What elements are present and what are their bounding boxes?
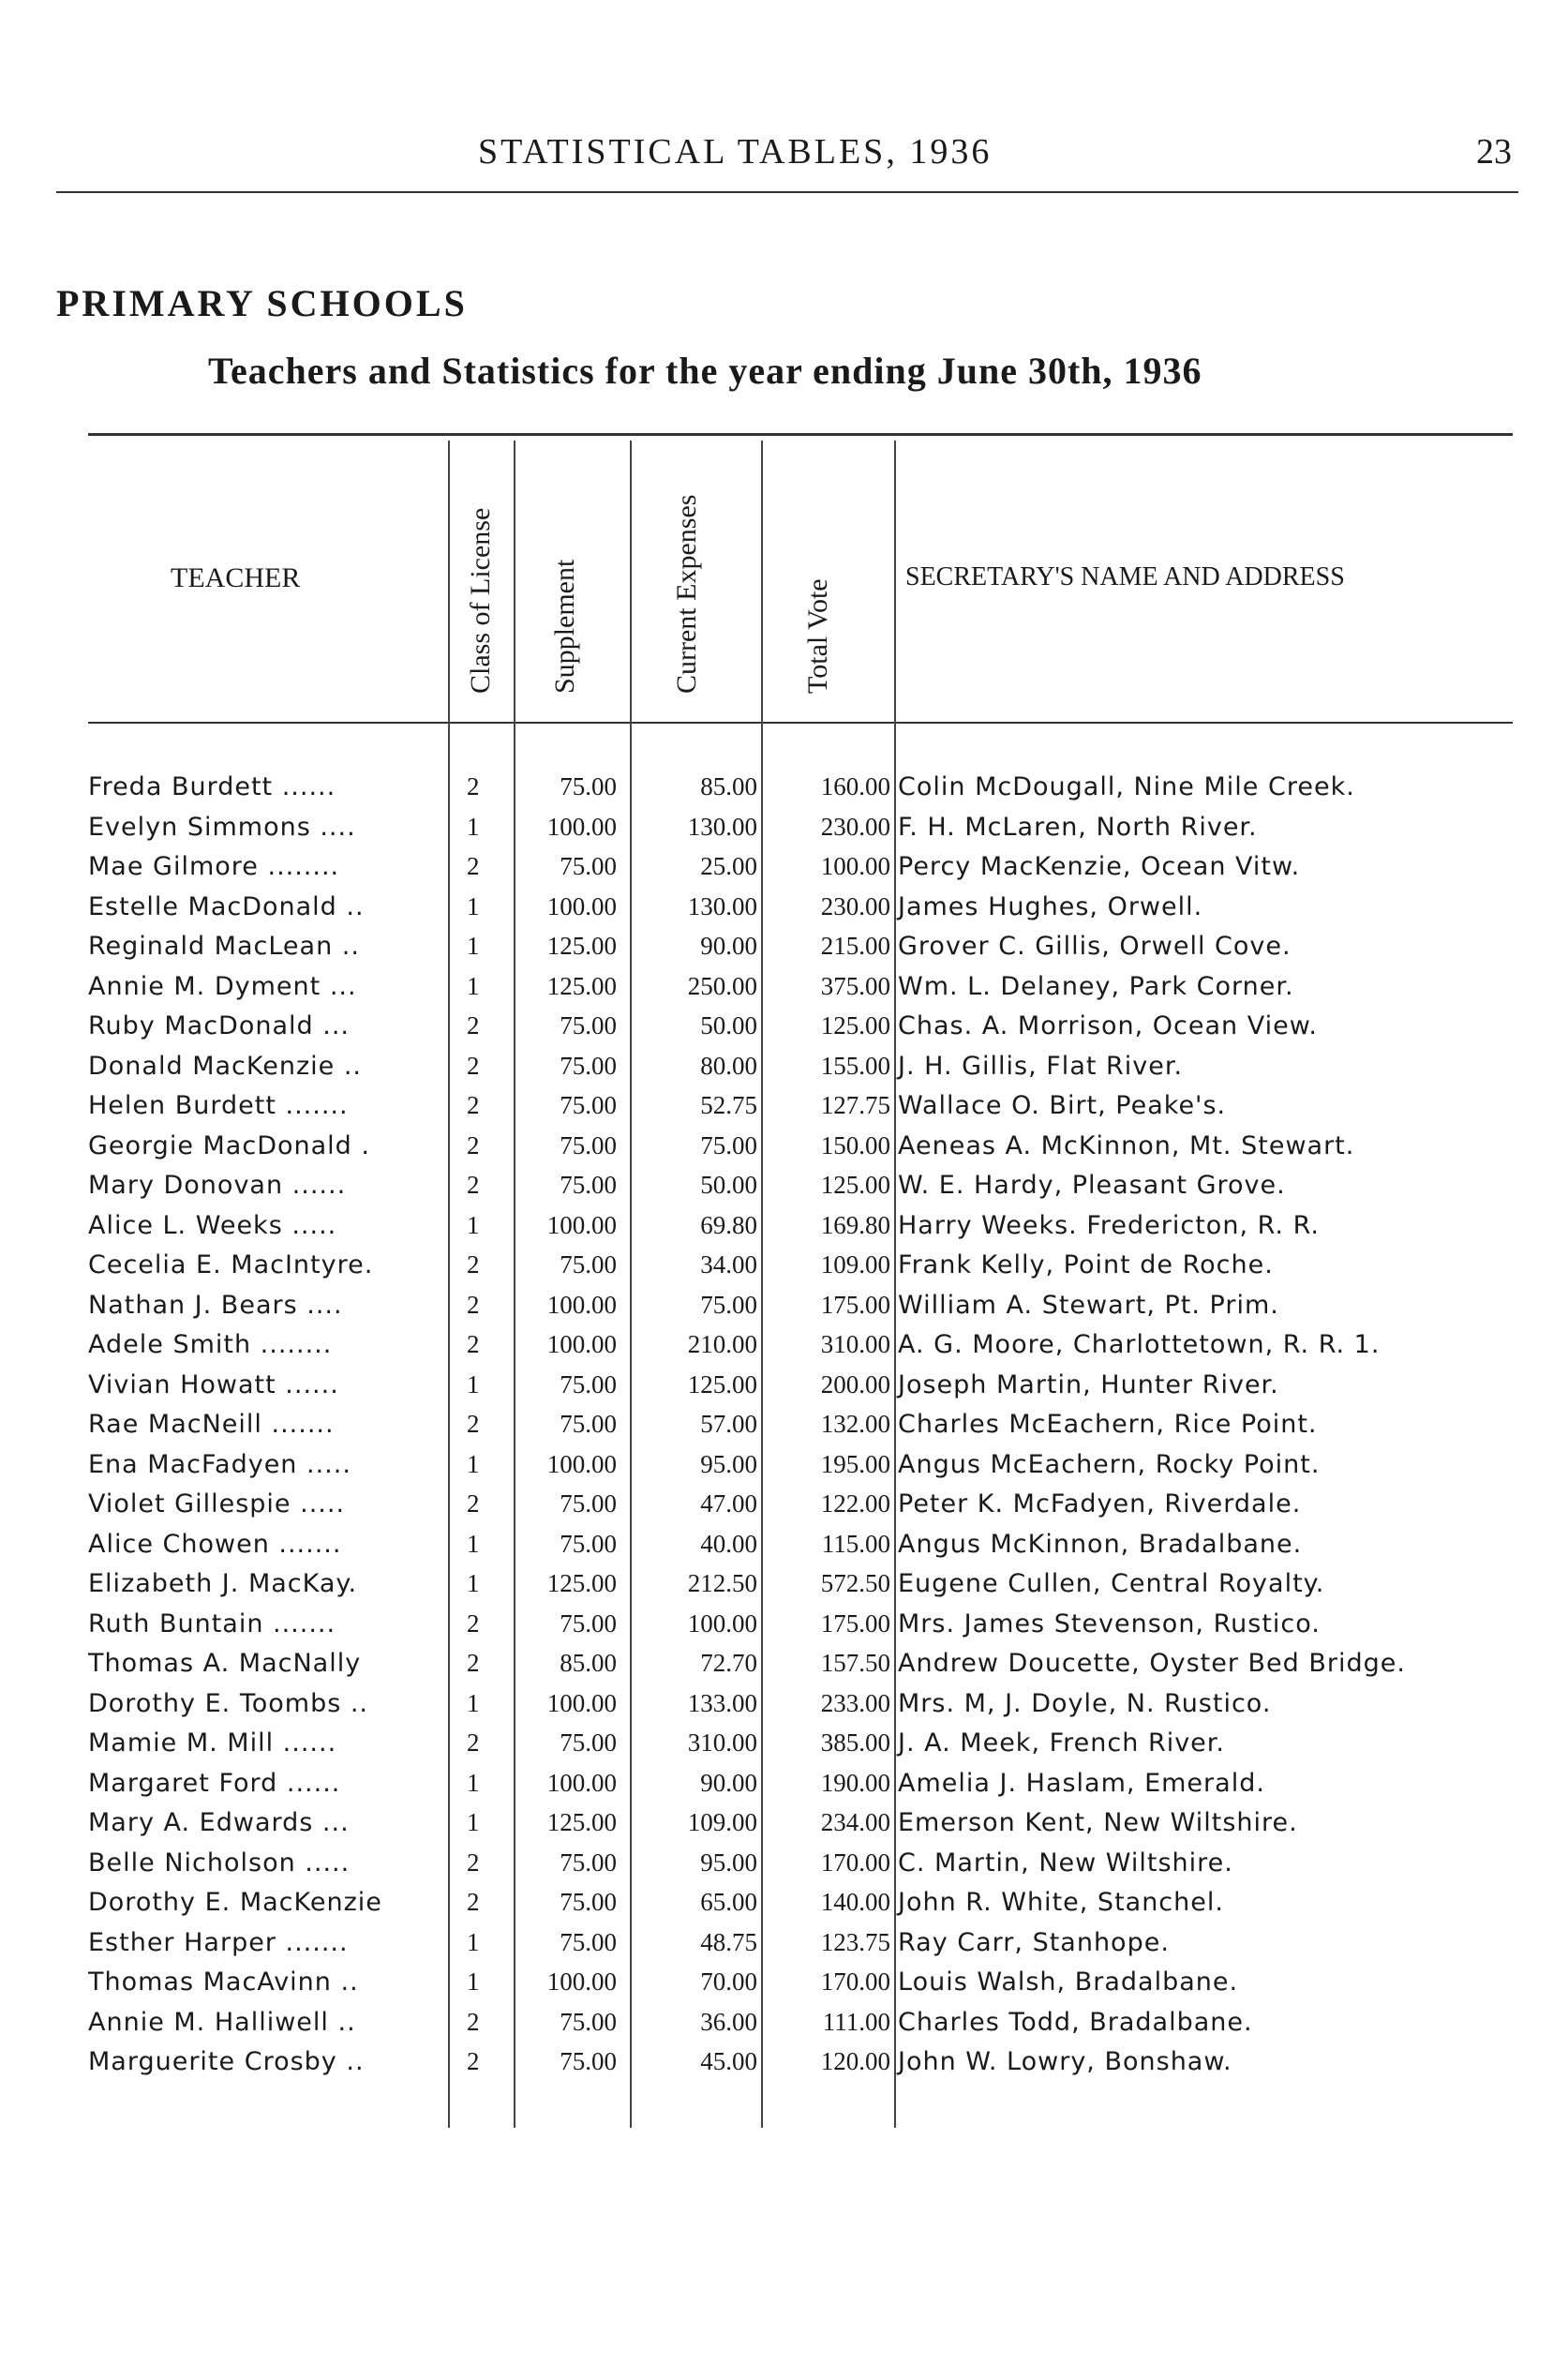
supplement: 75.00 xyxy=(560,1489,617,1518)
teacher-column-header: TEACHER xyxy=(171,562,301,593)
table-row xyxy=(0,1884,1568,1924)
current-expenses: 109.00 xyxy=(687,1808,757,1836)
table-row xyxy=(0,1486,1568,1526)
total-vote: 100.00 xyxy=(820,852,890,880)
supplement: 75.00 xyxy=(560,1130,617,1160)
current-expenses: 250.00 xyxy=(687,971,757,1000)
table-body xyxy=(0,769,1568,2084)
table-row xyxy=(0,1606,1568,1646)
table-row xyxy=(0,1526,1568,1566)
secretary-name-address: Percy MacKenzie, Ocean Vitw. xyxy=(898,852,1301,881)
class-of-license: 1 xyxy=(467,971,480,1000)
current-expenses: 50.00 xyxy=(700,1171,757,1199)
total-vote: 155.00 xyxy=(820,1051,890,1080)
current-expenses: 40.00 xyxy=(700,1529,757,1558)
total-vote: 230.00 xyxy=(820,891,890,920)
supplement: 75.00 xyxy=(560,1529,617,1558)
header-bottom-rule xyxy=(88,722,1513,724)
supplement: 125.00 xyxy=(546,932,617,960)
current-expenses: 34.00 xyxy=(700,1250,757,1279)
current-expenses: 100.00 xyxy=(687,1608,757,1638)
current-expenses: 50.00 xyxy=(700,1011,757,1040)
total-vote: 233.00 xyxy=(820,1688,890,1717)
class-of-license: 1 xyxy=(467,932,480,960)
supplement: 100.00 xyxy=(546,1768,617,1797)
teacher-name: Marguerite Crosby .. xyxy=(88,2047,365,2076)
secretary-name-address: John W. Lowry, Bonshaw. xyxy=(898,2047,1232,2076)
table-row xyxy=(0,968,1568,1009)
secretary-name-address: William A. Stewart, Pt. Prim. xyxy=(898,1290,1279,1320)
teacher-name: Mary A. Edwards ... xyxy=(88,1808,350,1837)
supplement: 75.00 xyxy=(560,2007,617,2036)
teacher-name: Evelyn Simmons .... xyxy=(88,812,356,842)
class-of-license: 1 xyxy=(467,1529,480,1558)
class-of-license: 2 xyxy=(467,852,480,880)
current-expenses: 80.00 xyxy=(700,1051,757,1080)
table-row xyxy=(0,1128,1568,1168)
supplement: 125.00 xyxy=(546,1569,617,1597)
secretary-name-address: C. Martin, New Wiltshire. xyxy=(898,1848,1233,1878)
table-row xyxy=(0,1446,1568,1487)
teacher-name: Adele Smith ........ xyxy=(88,1330,333,1359)
teacher-name: Esther Harper ....... xyxy=(88,1927,349,1957)
total-vote: 375.00 xyxy=(820,971,890,1000)
total-vote: 310.00 xyxy=(820,1330,890,1358)
total-vote: 132.00 xyxy=(820,1410,890,1438)
current-expenses: 90.00 xyxy=(700,932,757,960)
class-of-license: 1 xyxy=(467,1449,480,1478)
teacher-name: Thomas MacAvinn .. xyxy=(88,1968,359,1997)
total-vote: 175.00 xyxy=(820,1290,890,1319)
total-vote: 115.00 xyxy=(821,1529,890,1558)
teacher-name: Annie M. Halliwell .. xyxy=(88,2007,356,2037)
total-vote: 195.00 xyxy=(820,1449,890,1478)
class-of-license: 1 xyxy=(467,1927,480,1956)
total-vote: 190.00 xyxy=(820,1768,890,1797)
secretary-name-address: Andrew Doucette, Oyster Bed Bridge. xyxy=(898,1649,1406,1678)
teacher-name: Vivian Howatt ...... xyxy=(88,1369,339,1399)
supplement: 100.00 xyxy=(546,1210,617,1239)
supplement: 75.00 xyxy=(560,1369,617,1399)
current-expenses: 130.00 xyxy=(687,812,757,841)
class-of-license: 2 xyxy=(467,1608,480,1638)
teacher-name: Belle Nicholson ..... xyxy=(88,1848,351,1878)
total-vote: 123.75 xyxy=(820,1927,890,1956)
class-of-license: 1 xyxy=(467,1968,480,1996)
table-row xyxy=(0,2043,1568,2084)
table-row xyxy=(0,1367,1568,1407)
table-row xyxy=(0,1645,1568,1685)
current-expenses: 36.00 xyxy=(700,2007,757,2036)
secretary-name-address: Harry Weeks. Fredericton, R. R. xyxy=(898,1210,1320,1240)
class-of-license: 1 xyxy=(467,1210,480,1239)
total-vote: 215.00 xyxy=(820,932,890,960)
table-row xyxy=(0,1406,1568,1446)
table-row xyxy=(0,928,1568,968)
class-of-license: 2 xyxy=(467,1171,480,1199)
total-vote: 572.50 xyxy=(820,1569,890,1597)
supplement: 75.00 xyxy=(560,1927,617,1956)
current-expenses: 95.00 xyxy=(700,1449,757,1478)
teacher-name: Alice L. Weeks ..... xyxy=(88,1210,337,1240)
secretary-name-address: Louis Walsh, Bradalbane. xyxy=(898,1968,1239,1997)
total-vote: 385.00 xyxy=(820,1728,890,1757)
current-expenses: 69.80 xyxy=(700,1210,757,1239)
supplement: 100.00 xyxy=(546,1688,617,1717)
current-expenses: 52.75 xyxy=(700,1091,757,1119)
class-of-license: 1 xyxy=(467,891,480,920)
teacher-name: Mae Gilmore ........ xyxy=(88,852,340,881)
table-row xyxy=(0,1326,1568,1367)
total-vote: 140.00 xyxy=(820,1888,890,1916)
page-number: 23 xyxy=(1476,132,1512,172)
teacher-name: Margaret Ford ...... xyxy=(88,1768,341,1798)
class-of-license: 1 xyxy=(467,1569,480,1597)
table-row xyxy=(0,1008,1568,1048)
class-of-license: 2 xyxy=(467,1649,480,1677)
class-of-license: 2 xyxy=(467,1489,480,1518)
teacher-name: Freda Burdett ...... xyxy=(88,772,336,801)
current-expenses: 95.00 xyxy=(700,1848,757,1877)
secretary-name-address: Joseph Martin, Hunter River. xyxy=(898,1369,1279,1399)
teacher-name: Elizabeth J. MacKay. xyxy=(88,1569,358,1598)
supplement: 75.00 xyxy=(560,1011,617,1040)
supplement: 100.00 xyxy=(546,1449,617,1478)
secretary-name-address: John R. White, Stanchel. xyxy=(898,1888,1224,1917)
secretary-name-address: Angus McKinnon, Bradalbane. xyxy=(898,1529,1303,1559)
supplement: 75.00 xyxy=(560,1051,617,1080)
table-row xyxy=(0,1685,1568,1726)
class-of-license: 1 xyxy=(467,1768,480,1797)
supplement: 100.00 xyxy=(546,1968,617,1996)
supplement: 100.00 xyxy=(546,1290,617,1319)
secretary-name-address: Emerson Kent, New Wiltshire. xyxy=(898,1808,1298,1837)
secretary-name-address: Chas. A. Morrison, Ocean View. xyxy=(898,1011,1318,1040)
current-expenses: 85.00 xyxy=(700,772,757,800)
table-row xyxy=(0,1287,1568,1327)
current-expenses: 75.00 xyxy=(700,1290,757,1319)
teacher-name: Ruth Buntain ....... xyxy=(88,1608,336,1638)
secretary-name-address: J. A. Meek, French River. xyxy=(898,1728,1225,1758)
total-vote: 175.00 xyxy=(820,1608,890,1638)
total-vote: 157.50 xyxy=(820,1649,890,1677)
current-expenses: 310.00 xyxy=(687,1728,757,1757)
table-row xyxy=(0,1048,1568,1088)
total-vote: 122.00 xyxy=(820,1489,890,1518)
teacher-name: Annie M. Dyment ... xyxy=(88,971,357,1001)
current-expenses: 72.70 xyxy=(700,1649,757,1677)
table-row xyxy=(0,1725,1568,1765)
class-of-license: 2 xyxy=(467,1888,480,1916)
teacher-name: Cecelia E. MacIntyre. xyxy=(88,1250,374,1279)
class-of-license: 2 xyxy=(467,1848,480,1877)
teacher-name: Donald MacKenzie .. xyxy=(88,1051,362,1081)
supplement: 100.00 xyxy=(546,891,617,920)
teacher-name: Violet Gillespie ..... xyxy=(88,1489,346,1519)
secretary-name-address: Frank Kelly, Point de Roche. xyxy=(898,1250,1274,1279)
teacher-name: Helen Burdett ....... xyxy=(88,1091,349,1120)
class-of-license: 1 xyxy=(467,1369,480,1399)
table-row xyxy=(0,1804,1568,1845)
teacher-name: Alice Chowen ....... xyxy=(88,1529,342,1559)
supplement: 85.00 xyxy=(560,1649,617,1677)
total-vote: 230.00 xyxy=(820,812,890,841)
class-of-license: 2 xyxy=(467,772,480,800)
supplement: 75.00 xyxy=(560,1410,617,1438)
secretary-name-address: Angus McEachern, Rocky Point. xyxy=(898,1449,1321,1479)
total-vote: 150.00 xyxy=(820,1130,890,1160)
table-top-rule xyxy=(88,433,1513,436)
class-of-license-column-header: Class of License xyxy=(465,507,496,694)
table-row xyxy=(0,809,1568,849)
class-of-license: 2 xyxy=(467,1250,480,1279)
class-of-license: 1 xyxy=(467,812,480,841)
supplement: 75.00 xyxy=(560,2047,617,2075)
class-of-license: 2 xyxy=(467,2007,480,2036)
supplement: 75.00 xyxy=(560,852,617,880)
total-vote: 169.80 xyxy=(820,1210,890,1239)
supplement: 75.00 xyxy=(560,1091,617,1119)
supplement: 100.00 xyxy=(546,812,617,841)
supplement: 75.00 xyxy=(560,1608,617,1638)
class-of-license: 2 xyxy=(467,1091,480,1119)
class-of-license: 1 xyxy=(467,1688,480,1717)
current-expenses: 130.00 xyxy=(687,891,757,920)
total-vote: 170.00 xyxy=(820,1968,890,1996)
teacher-name: Estelle MacDonald .. xyxy=(88,891,365,921)
supplement: 75.00 xyxy=(560,1888,617,1916)
secretary-name-address: Wm. L. Delaney, Park Corner. xyxy=(898,971,1294,1001)
table-row xyxy=(0,1207,1568,1248)
teacher-name: Ruby MacDonald ... xyxy=(88,1011,350,1040)
teacher-name: Mary Donovan ...... xyxy=(88,1171,347,1200)
table-row xyxy=(0,1845,1568,1885)
current-expenses: 25.00 xyxy=(700,852,757,880)
teacher-name: Ena MacFadyen ..... xyxy=(88,1449,351,1479)
secretary-name-address: Eugene Cullen, Central Royalty. xyxy=(898,1569,1325,1598)
supplement: 75.00 xyxy=(560,1728,617,1757)
current-expenses: 48.75 xyxy=(700,1927,757,1956)
current-expenses: 70.00 xyxy=(700,1968,757,1996)
class-of-license: 2 xyxy=(467,1011,480,1040)
teacher-name: Nathan J. Bears .... xyxy=(88,1290,343,1320)
header-rule xyxy=(56,191,1518,193)
current-expenses: 57.00 xyxy=(700,1410,757,1438)
secretary-name-address: Ray Carr, Stanhope. xyxy=(898,1927,1170,1957)
teacher-name: Dorothy E. Toombs .. xyxy=(88,1688,369,1718)
class-of-license: 2 xyxy=(467,1290,480,1319)
teacher-name: Reginald MacLean .. xyxy=(88,932,360,961)
teacher-name: Mamie M. Mill ...... xyxy=(88,1728,337,1758)
secretary-name-address: James Hughes, Orwell. xyxy=(898,891,1203,921)
table-row xyxy=(0,1167,1568,1207)
secretary-name-address: Colin McDougall, Nine Mile Creek. xyxy=(898,772,1355,801)
secretary-name-address: Grover C. Gillis, Orwell Cove. xyxy=(898,932,1292,961)
table-row xyxy=(0,1924,1568,1965)
supplement: 75.00 xyxy=(560,772,617,800)
class-of-license: 2 xyxy=(467,1728,480,1757)
class-of-license: 2 xyxy=(467,1051,480,1080)
supplement-column-header: Supplement xyxy=(549,559,580,694)
table-row xyxy=(0,1247,1568,1287)
supplement: 125.00 xyxy=(546,1808,617,1836)
supplement: 100.00 xyxy=(546,1330,617,1358)
current-expenses: 210.00 xyxy=(687,1330,757,1358)
total-vote: 160.00 xyxy=(820,772,890,800)
secretary-name-address: Amelia J. Haslam, Emerald. xyxy=(898,1768,1265,1798)
total-vote: 200.00 xyxy=(820,1369,890,1399)
secretary-column-header: SECRETARY'S NAME AND ADDRESS xyxy=(905,562,1345,591)
secretary-name-address: F. H. McLaren, North River. xyxy=(898,812,1258,842)
secretary-name-address: Mrs. M, J. Doyle, N. Rustico. xyxy=(898,1688,1272,1718)
class-of-license: 1 xyxy=(467,1808,480,1836)
secretary-name-address: W. E. Hardy, Pleasant Grove. xyxy=(898,1171,1286,1200)
table-subtitle: Teachers and Statistics for the year ending June 30th, 1936 xyxy=(208,350,1202,392)
supplement: 75.00 xyxy=(560,1848,617,1877)
total-vote: 109.00 xyxy=(820,1250,890,1279)
current-expenses: 65.00 xyxy=(700,1888,757,1916)
secretary-name-address: Aeneas A. McKinnon, Mt. Stewart. xyxy=(898,1130,1355,1160)
class-of-license: 2 xyxy=(467,1330,480,1358)
supplement: 75.00 xyxy=(560,1250,617,1279)
class-of-license: 2 xyxy=(467,2047,480,2075)
supplement: 125.00 xyxy=(546,971,617,1000)
teacher-name: Rae MacNeill ....... xyxy=(88,1410,335,1439)
table-row xyxy=(0,1087,1568,1128)
page-header xyxy=(0,131,1568,187)
total-vote: 234.00 xyxy=(820,1808,890,1836)
current-expenses: 125.00 xyxy=(687,1369,757,1399)
table-row xyxy=(0,889,1568,929)
table-row xyxy=(0,1565,1568,1606)
secretary-name-address: Charles Todd, Bradalbane. xyxy=(898,2007,1253,2037)
secretary-name-address: Wallace O. Birt, Peake's. xyxy=(898,1091,1227,1120)
table-row xyxy=(0,769,1568,809)
teacher-name: Dorothy E. MacKenzie xyxy=(88,1888,382,1917)
secretary-name-address: Peter K. McFadyen, Riverdale. xyxy=(898,1489,1302,1519)
secretary-name-address: Charles McEachern, Rice Point. xyxy=(898,1410,1318,1439)
total-vote-column-header: Total Vote xyxy=(802,578,833,694)
total-vote: 170.00 xyxy=(820,1848,890,1877)
total-vote: 111.00 xyxy=(822,2007,890,2036)
current-expenses: 75.00 xyxy=(700,1130,757,1160)
teacher-name: Thomas A. MacNally xyxy=(88,1649,362,1678)
section-title: PRIMARY SCHOOLS xyxy=(56,282,468,324)
total-vote: 120.00 xyxy=(820,2047,890,2075)
table-row xyxy=(0,848,1568,889)
current-expenses: 212.50 xyxy=(687,1569,757,1597)
secretary-name-address: Mrs. James Stevenson, Rustico. xyxy=(898,1608,1321,1638)
teacher-name: Georgie MacDonald . xyxy=(88,1130,370,1160)
total-vote: 125.00 xyxy=(820,1011,890,1040)
total-vote: 127.75 xyxy=(820,1091,890,1119)
class-of-license: 2 xyxy=(467,1410,480,1438)
current-expenses: 133.00 xyxy=(687,1688,757,1717)
secretary-name-address: J. H. Gillis, Flat River. xyxy=(898,1051,1184,1081)
running-title: STATISTICAL TABLES, 1936 xyxy=(478,132,993,172)
class-of-license: 2 xyxy=(467,1130,480,1160)
table-row xyxy=(0,1765,1568,1805)
table-row xyxy=(0,2004,1568,2044)
current-expenses: 45.00 xyxy=(700,2047,757,2075)
supplement: 75.00 xyxy=(560,1171,617,1199)
table-row xyxy=(0,1964,1568,2004)
current-expenses: 47.00 xyxy=(700,1489,757,1518)
current-expenses: 90.00 xyxy=(700,1768,757,1797)
secretary-name-address: A. G. Moore, Charlottetown, R. R. 1. xyxy=(898,1330,1381,1359)
current-expenses-column-header: Current Expenses xyxy=(671,494,702,694)
total-vote: 125.00 xyxy=(820,1171,890,1199)
